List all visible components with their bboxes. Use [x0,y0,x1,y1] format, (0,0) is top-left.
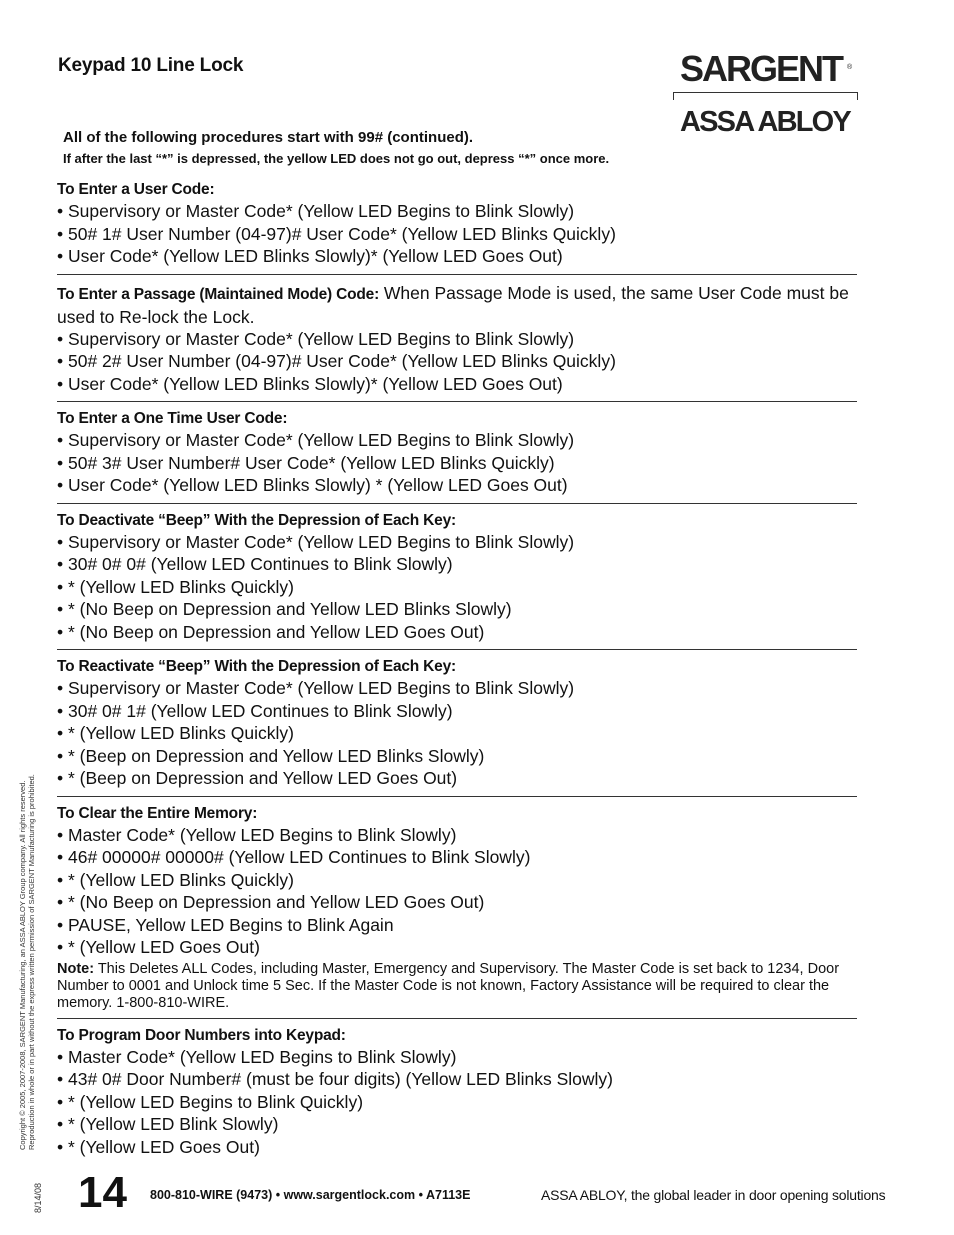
section-enter-user-code [57,180,857,275]
section-heading: To Enter a Passage (Maintained Mode) Code: [57,285,380,303]
section-deactivate-beep [57,511,857,651]
revision-date: 8/14/08 [33,1182,43,1213]
intro-line-2: If after the last “*” is depressed, the yellow LED does not go out, depress “*” once more. [63,151,610,166]
section-heading: To Clear the Entire Memory: [57,804,258,822]
section-heading: To Deactivate “Beep” With the Depression of Each Key: [57,511,456,529]
step-item: • User Code* (Yellow LED Blinks Slowly) * (Yellow LED Goes Out) [57,475,568,495]
section-heading-with-text [57,282,857,328]
step-item: • 30# 0# 0# (Yellow LED Continues to Blink Slowly) [57,554,453,574]
logo-brand-text: SARGENT [680,48,843,89]
step-item: • 43# 0# Door Number# (must be four digits) (Yellow LED Blinks Slowly) [57,1069,613,1089]
note-text: This Deletes ALL Codes, including Master, Emergency and Supervisory. The Master Code is set back to 1234, Door Number to 0001 and Unlock time 5 Sec. If the Master Code is not known, Factory Assistance will be required to clear the memory. 1-800-810-WIRE. [57,960,840,1011]
step-item: • 46# 00000# 00000# (Yellow LED Continues to Blink Slowly) [57,847,531,867]
step-item: • * (No Beep on Depression and Yellow LED Blinks Slowly) [57,599,512,619]
step-item: • Master Code* (Yellow LED Begins to Blink Slowly) [57,1046,457,1067]
section-enter-passage-code [57,282,857,403]
step-item: • 50# 2# User Number (04-97)# User Code* (Yellow LED Blinks Quickly) [57,351,616,371]
step-item: • Supervisory or Master Code* (Yellow LED Begins to Blink Slowly) [57,531,575,552]
section-heading: To Reactivate “Beep” With the Depression of Each Key: [57,658,456,675]
step-item: • Master Code* (Yellow LED Begins to Blink Slowly) [57,824,457,845]
side-copyright-notice [18,760,36,1150]
section-heading-description: When Passage Mode is used, the same User Code must be used to Re-lock the Lock. [57,282,849,327]
page-number: 14 [78,1168,127,1217]
step-item: • * (Yellow LED Blinks Quickly) [57,576,294,597]
step-item: • 50# 3# User Number# User Code* (Yellow LED Blinks Quickly) [57,452,555,473]
step-item: • * (Yellow LED Begins to Blink Quickly) [57,1091,364,1112]
step-item: • Supervisory or Master Code* (Yellow LED Begins to Blink Slowly) [57,201,575,221]
section-reactivate-beep [57,657,857,797]
procedures-list [57,180,857,1171]
copyright-line: Copyright © 2005, 2007-2008, SARGENT Manufacturing, an ASSA ABLOY Group company. All rights reserved. [18,780,27,1150]
section-one-time-user-code [57,409,857,504]
document-title: Keypad 10 Line Lock [58,55,244,76]
section-heading: To Program Door Numbers into Keypad: [57,1026,346,1044]
step-item: • 50# 1# User Number (04-97)# User Code* (Yellow LED Blinks Quickly) [57,223,616,244]
logo-parent-text: ASSA ABLOY [680,106,850,138]
step-item: • * (Yellow LED Blink Slowly) [57,1114,279,1134]
section-heading: To Enter a One Time User Code: [57,410,288,427]
step-item: • * (No Beep on Depression and Yellow LED Goes Out) [57,621,485,642]
step-item: • * (Yellow LED Blinks Quickly) [57,723,294,743]
step-item: • * (Beep on Depression and Yellow LED Goes Out) [57,768,458,788]
step-item: • User Code* (Yellow LED Blinks Slowly)* (Yellow LED Goes Out) [57,373,563,394]
step-item: • * (Yellow LED Goes Out) [57,1136,260,1157]
intro-line-1: All of the following procedures start with 99# (continued). [63,129,474,146]
section-heading: To Enter a User Code: [57,181,215,198]
step-item: • PAUSE, Yellow LED Begins to Blink Again [57,914,394,935]
step-item: • * (No Beep on Depression and Yellow LED Goes Out) [57,892,485,912]
step-item: • Supervisory or Master Code* (Yellow LED Begins to Blink Slowly) [57,678,575,698]
sargent-assa-abloy-logo [670,48,860,140]
note-label: Note: [57,960,95,977]
step-item: • * (Beep on Depression and Yellow LED Blinks Slowly) [57,745,485,766]
step-item: • * (Yellow LED Blinks Quickly) [57,869,294,890]
step-item: • Supervisory or Master Code* (Yellow LED Begins to Blink Slowly) [57,430,575,450]
memory-note [57,961,857,1012]
logo-registered-mark: ® [847,64,853,71]
section-program-door-numbers [57,1026,857,1165]
section-clear-memory [57,804,857,1019]
footer-tagline: ASSA ABLOY, the global leader in door opening solutions [541,1187,886,1203]
footer-contact: 800-810-WIRE (9473) • www.sargentlock.com • A7113E [150,1188,471,1202]
step-item: • 30# 0# 1# (Yellow LED Continues to Blink Slowly) [57,700,453,721]
logo-divider [673,92,858,100]
step-item: • * (Yellow LED Goes Out) [57,937,260,957]
step-item: • User Code* (Yellow LED Blinks Slowly)* (Yellow LED Goes Out) [57,246,563,266]
step-item: • Supervisory or Master Code* (Yellow LED Begins to Blink Slowly) [57,328,575,349]
copyright-line: Reproduction in whole or in part without the express written permission of SARGENT Manufacturing is prohibited. [27,774,36,1150]
